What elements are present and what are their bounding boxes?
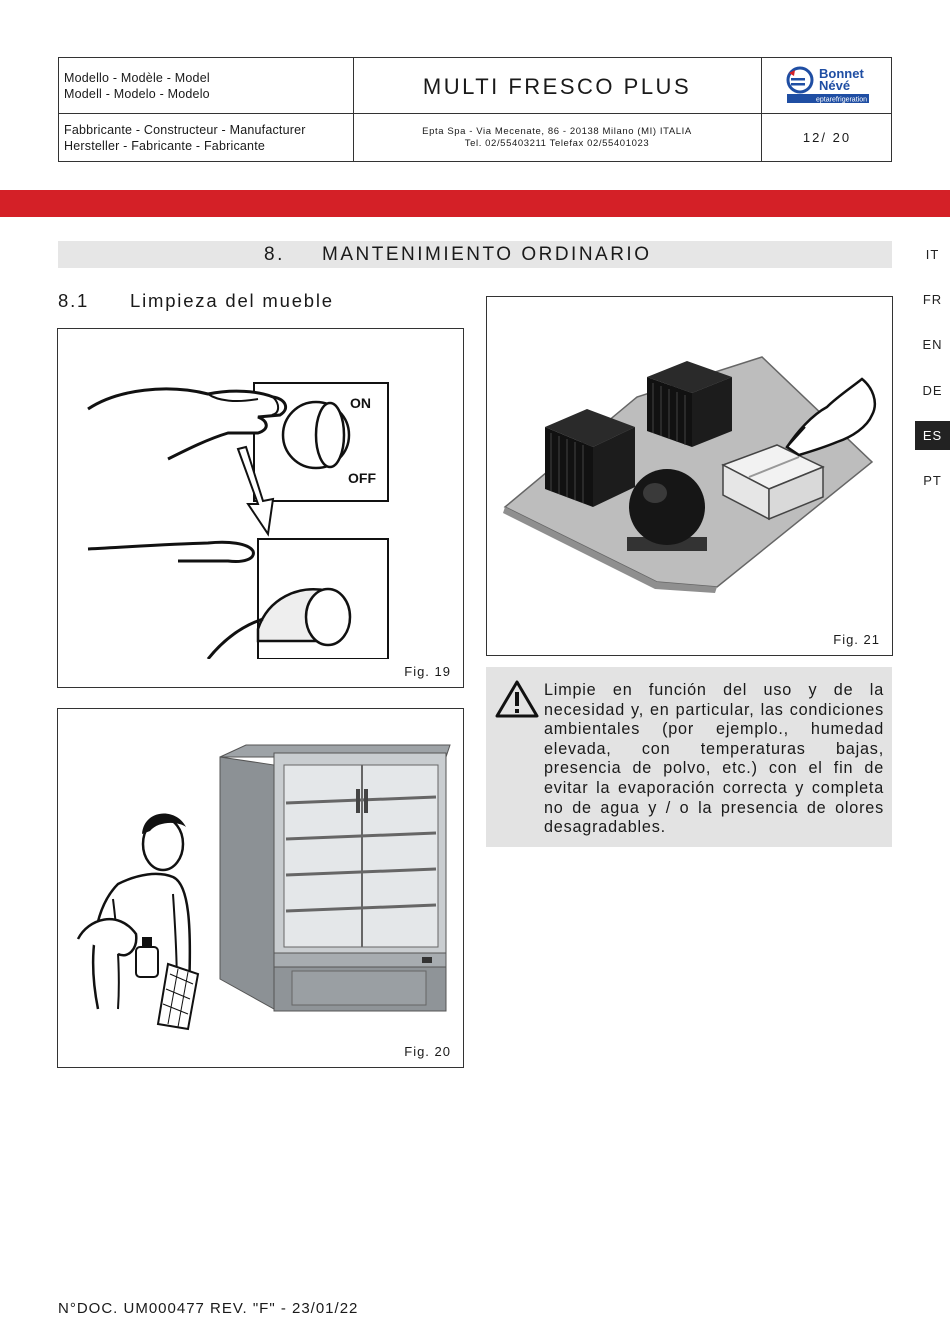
switch-off-label: OFF xyxy=(348,470,376,486)
right-condenser xyxy=(647,361,732,447)
figure-19 xyxy=(57,328,464,688)
display-cabinet-illustration xyxy=(58,709,463,1039)
tab-language-fr[interactable]: FR xyxy=(922,292,943,307)
tab-language-pt[interactable]: PT xyxy=(923,473,942,488)
header-table xyxy=(58,57,892,162)
manufacturer-address xyxy=(353,126,761,150)
logo-brand-2: Névé xyxy=(819,78,851,93)
product-title: MULTI FRESCO PLUS xyxy=(422,74,692,99)
model-label-line-2: Modell - Modelo - Modelo xyxy=(64,87,210,101)
switch-on-label: ON xyxy=(350,395,371,411)
brand-logo xyxy=(761,58,893,113)
tab-language-de[interactable]: DE xyxy=(922,383,943,398)
condensing-unit-illustration xyxy=(487,297,892,627)
page-number: 12/ 20 xyxy=(802,130,852,145)
divider xyxy=(59,113,891,114)
warning-note xyxy=(486,667,892,847)
warning-triangle-icon xyxy=(494,679,540,719)
subsection-number: 8.1 xyxy=(58,290,90,311)
accent-bar xyxy=(0,190,950,217)
main-switch-illustration xyxy=(58,329,463,659)
document-reference: N°DOC. UM000477 REV. "F" - 23/01/22 xyxy=(58,1300,359,1317)
logo-tagline: eptarefrigeration xyxy=(816,96,867,104)
left-condenser xyxy=(545,409,635,507)
address-line-1: Epta Spa - Via Mecenate, 86 - 20138 Milano (MI) ITALIA xyxy=(422,126,692,137)
subsection-title: Limpieza del mueble xyxy=(130,290,334,311)
section-title: MANTENIMIENTO ORDINARIO xyxy=(322,244,652,265)
bonnet-neve-logo xyxy=(761,58,893,113)
tab-language-it[interactable]: IT xyxy=(925,247,940,262)
manufacturer-label-line-1: Fabbricante - Constructeur - Manufacturer xyxy=(64,123,306,137)
logo-brand-1: Bonnet xyxy=(819,66,864,81)
tab-language-en[interactable]: EN xyxy=(922,337,943,352)
section-heading xyxy=(58,241,892,268)
warning-text: Limpie en función del uso y de la necesidad y, en particular, las condiciones ambientales (por ejemplo., humedad elevada, con temperaturas bajas, presencia de polvo, etc.) con el fin de evitar la evaporación correcta y completa no de agua y / o la presencia de olores desagradables. xyxy=(544,681,884,837)
tab-language-es[interactable]: ES xyxy=(915,421,950,450)
manufacturer-label-line-2: Hersteller - Fabricante - Fabricante xyxy=(64,139,266,153)
address-line-2: Tel. 02/55403211 Telefax 02/55401023 xyxy=(464,138,650,149)
model-label xyxy=(64,70,210,102)
manufacturer-label xyxy=(64,122,306,154)
figure-20 xyxy=(57,708,464,1068)
section-number: 8. xyxy=(264,244,285,265)
figure-20-caption: Fig. 20 xyxy=(404,1044,451,1059)
figure-19-caption: Fig. 19 xyxy=(404,664,451,679)
figure-21-caption: Fig. 21 xyxy=(833,632,880,647)
model-label-line-1: Modello - Modèle - Model xyxy=(64,71,210,85)
figure-21 xyxy=(486,296,893,656)
